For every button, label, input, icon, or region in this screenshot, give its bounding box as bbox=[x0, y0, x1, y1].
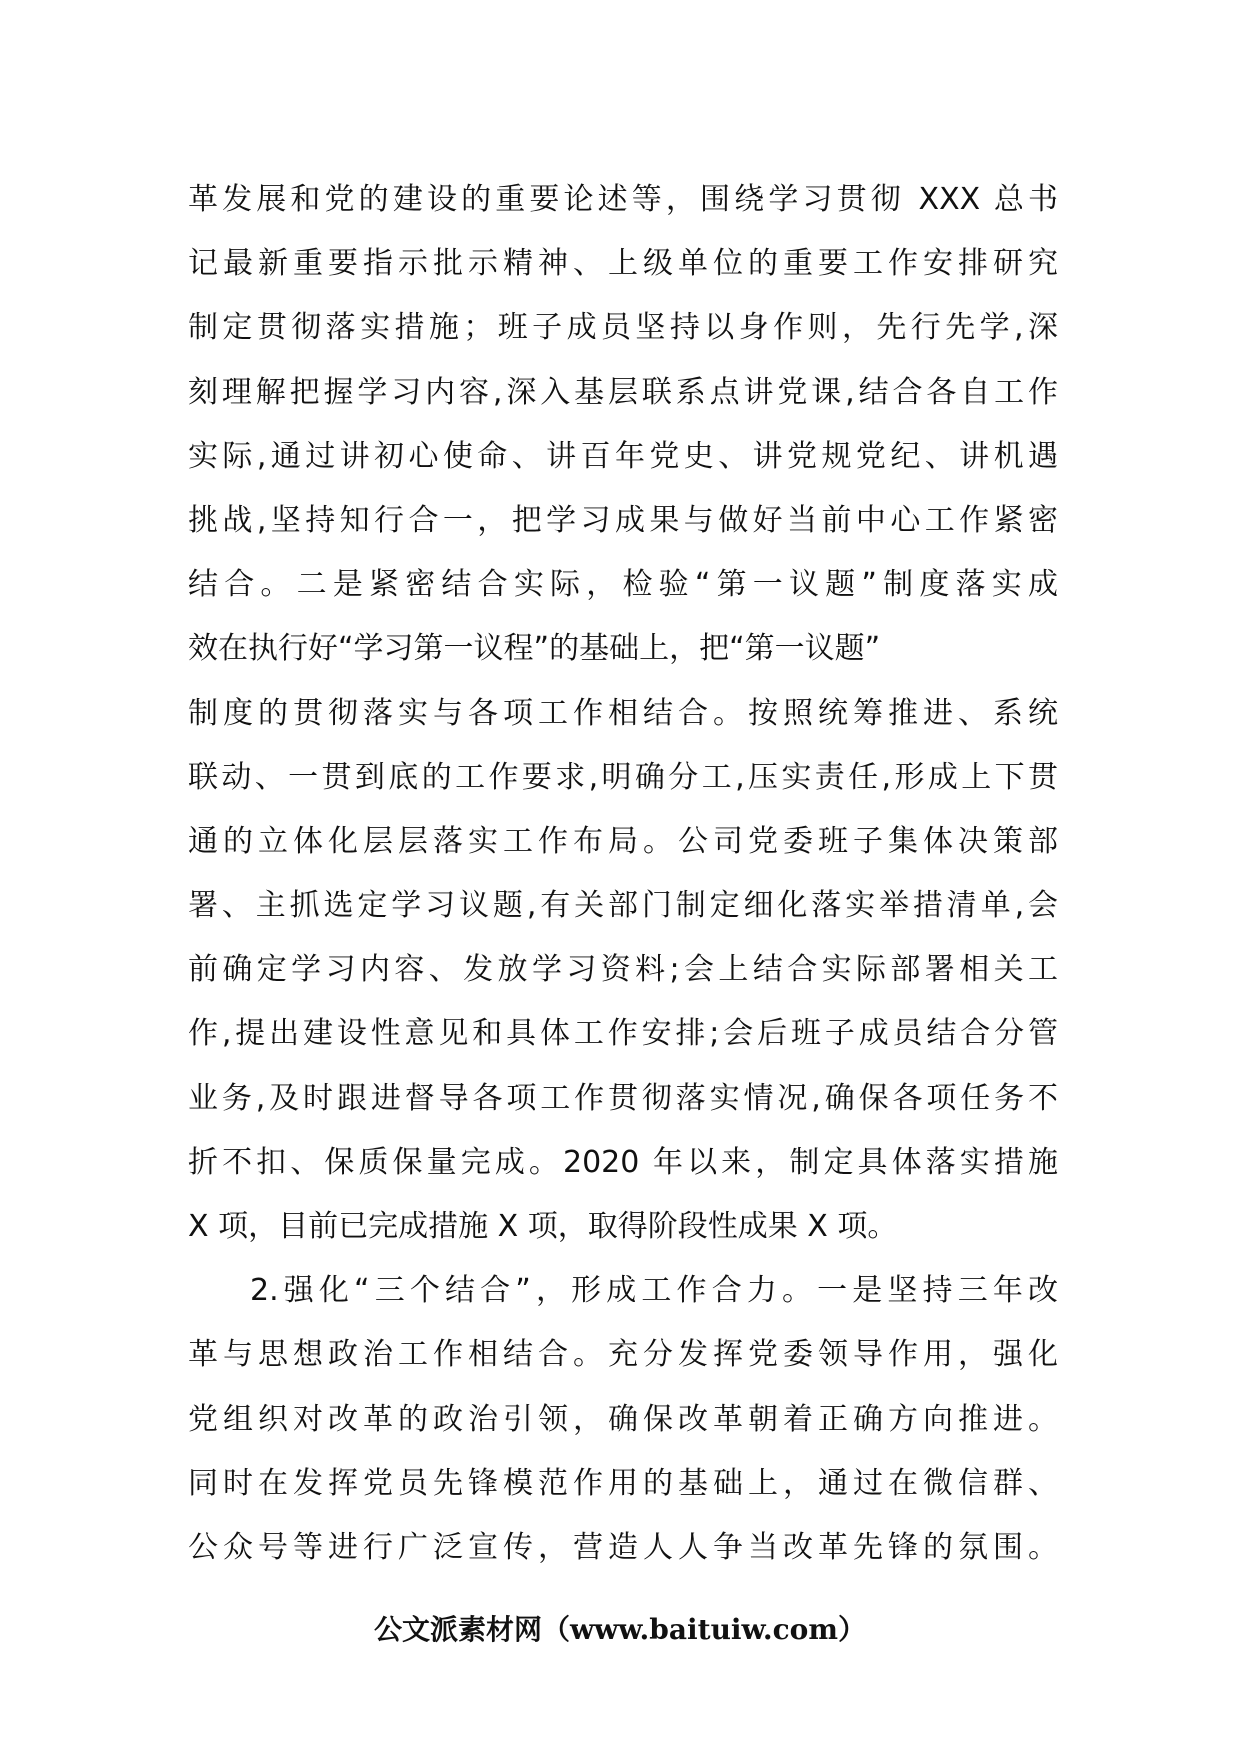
text-line-21: 同时在发挥党员先锋模范作用的基础上，通过在微信群、 bbox=[188, 1465, 1058, 1501]
text-line-12: 署、主抓选定学习议题,有关部门制定细化落实举措清单,会 bbox=[188, 888, 1058, 924]
text-line-14: 作,提出建设性意见和具体工作安排;会后班子成员结合分管 bbox=[188, 1016, 1058, 1052]
text-line-16: 折不扣、保质保量完成。2020 年以来，制定具体落实措施 bbox=[188, 1144, 1058, 1180]
text-line-10: 联动、一贯到底的工作要求,明确分工,压实责任,形成上下贯 bbox=[188, 759, 1058, 795]
text-line-15: 业务,及时跟进督导各项工作贯彻落实情况,确保各项任务不 bbox=[188, 1080, 1058, 1116]
text-line-18: 2.强化“三个结合”，形成工作合力。一是坚持三年改 bbox=[250, 1273, 1058, 1309]
text-line-11: 通的立体化层层落实工作布局。公司党委班子集体决策部 bbox=[188, 823, 1058, 859]
text-line-13: 前确定学习内容、发放学习资料;会上结合实际部署相关工 bbox=[188, 952, 1058, 988]
footer-watermark: 公文派素材网（www.baituiw.com） bbox=[374, 1613, 866, 1646]
text-line-4: 刻理解把握学习内容,深入基层联系点讲党课,结合各自工作 bbox=[188, 374, 1058, 410]
text-line-2: 记最新重要指示批示精神、上级单位的重要工作安排研究 bbox=[188, 246, 1058, 282]
text-line-9: 制度的贯彻落实与各项工作相结合。按照统筹推进、系统 bbox=[188, 695, 1058, 731]
body-text bbox=[188, 168, 1058, 1580]
text-line-7: 结合。二是紧密结合实际，检验“第一议题”制度落实成 bbox=[188, 567, 1058, 603]
text-line-8: 效在执行好“学习第一议程”的基础上，把“第一议题” bbox=[188, 631, 881, 667]
text-line-19: 革与思想政治工作相结合。充分发挥党委领导作用，强化 bbox=[188, 1337, 1058, 1373]
text-line-6: 挑战,坚持知行合一，把学习成果与做好当前中心工作紧密 bbox=[188, 502, 1058, 538]
text-line-20: 党组织对改革的政治引领，确保改革朝着正确方向推进。 bbox=[188, 1401, 1058, 1437]
text-line-17: X 项，目前已完成措施 X 项，取得阶段性成果 X 项。 bbox=[188, 1209, 898, 1244]
text-line-5: 实际,通过讲初心使命、讲百年党史、讲党规党纪、讲机遇 bbox=[188, 438, 1058, 474]
text-line-22: 公众号等进行广泛宣传，营造人人争当改革先锋的氛围。 bbox=[188, 1529, 1058, 1565]
text-line-3: 制定贯彻落实措施；班子成员坚持以身作则，先行先学,深 bbox=[188, 310, 1058, 346]
text-line-1: 革发展和党的建设的重要论述等，围绕学习贯彻 XXX 总书 bbox=[188, 182, 1058, 217]
